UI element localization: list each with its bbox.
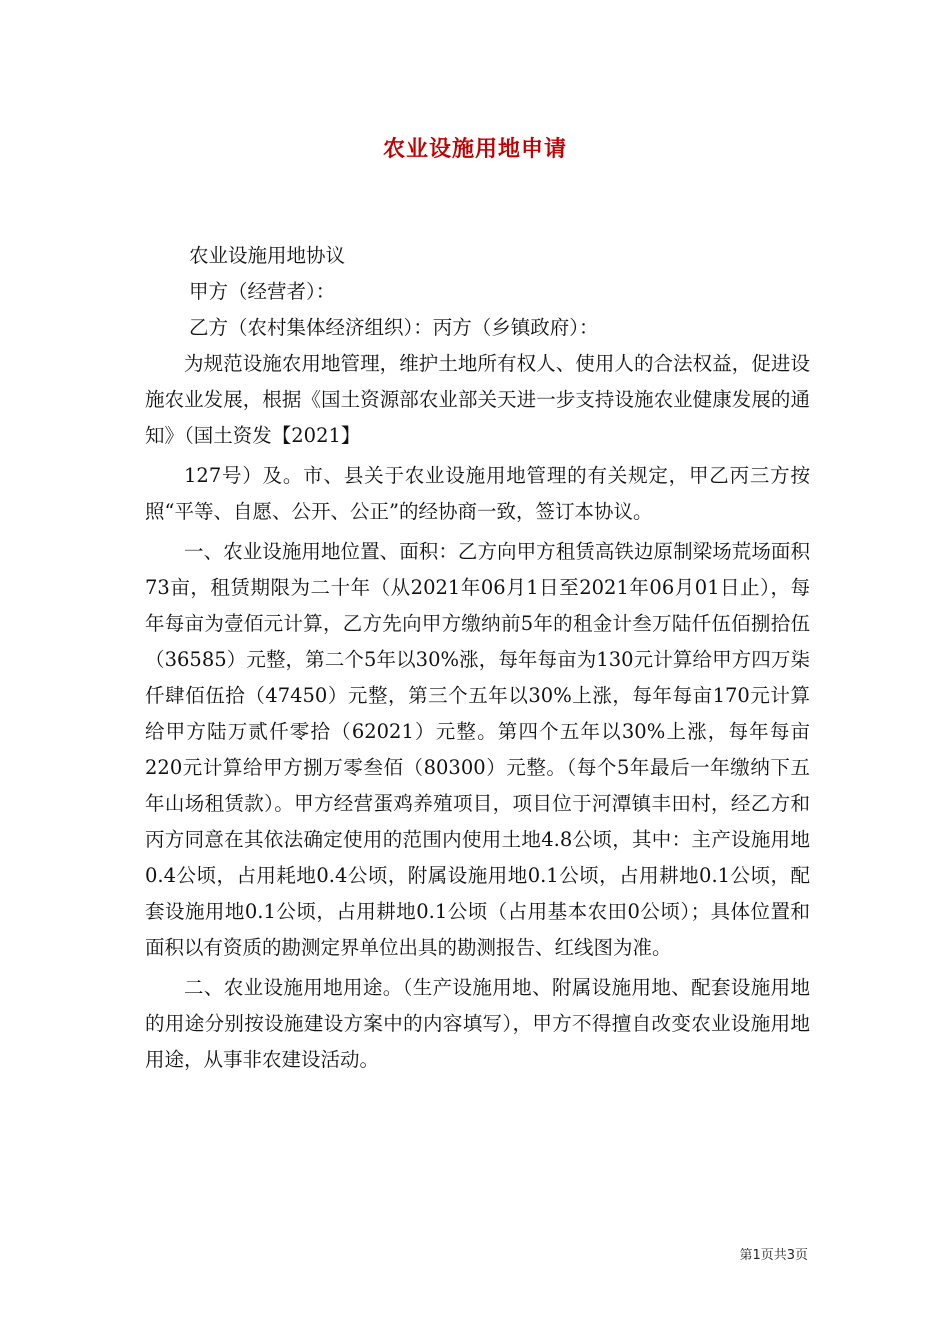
paragraph-clause-2: 二、农业设施用地用途。（生产设施用地、附属设施用地、配套设施用地的用途分别按设施建设方案中的内容填写），甲方不得擅自改变农业设施用地用途，从事非农建设活动。 xyxy=(145,976,810,1071)
paragraph-party-a: 甲方（经营者）： xyxy=(189,280,336,303)
page-title: 农业设施用地申请 xyxy=(382,136,567,162)
page-number: 第1页共3页 xyxy=(739,1248,808,1263)
document-body xyxy=(145,238,810,1078)
paragraph-party-b-c: 乙方（农村集体经济组织）：丙方（乡镇政府）： xyxy=(189,316,599,339)
paragraph-basis: 127号）及。市、县关于农业设施用地管理的有关规定，甲乙丙三方按照“平等、自愿、公开、公正”的经协商一致，签订本协议。 xyxy=(145,464,810,523)
paragraph-purpose: 为规范设施农用地管理，维护土地所有权人、使用人的合法权益，促进设施农业发展，根据《国土资源部农业部关天进一步支持设施农业健康发展的通知》（国土资发【2021】 xyxy=(145,352,810,447)
paragraph-agreement-title: 农业设施用地协议 xyxy=(189,244,346,267)
paragraph-clause-1: 一、农业设施用地位置、面积：乙方向甲方租赁高铁边原制梁场荒场面积73亩，租赁期限为二十年（从2021年06月1日至2021年06月01日止），每年每亩为壹佰元计算，乙方先向甲方缴纳前5年的租金计叁万陆仟伍佰捌拾伍（36585）元整，第二个5年以30%涨，每年每亩为130元计算给甲方四万柒仟肆佰伍拾（47450）元整，第三个五年以30%上涨，每年每亩170元计算给甲方陆万贰仟零拾（62021）元整。第四个五年以30%上涨，每年每亩220元计算给甲方捌万零叁佰（80300）元整。（每个5年最后一年缴纳下五年山场租赁款）。甲方经营蛋鸡养殖项目，项目位于河潭镇丰田村，经乙方和丙方同意在其依法确定使用的范围内使用土地4.8公顷，其中：主产设施用地0.4公顷，占用耗地0.4公顷，附属设施用地0.1公顷，占用耕地0.1公顷，配套设施用地0.1公顷，占用耕地0.1公顷（占用基本农田0公顷）；具体位置和面积以有资质的勘测定界单位出具的勘测报告、红线图为准。 xyxy=(145,540,810,959)
